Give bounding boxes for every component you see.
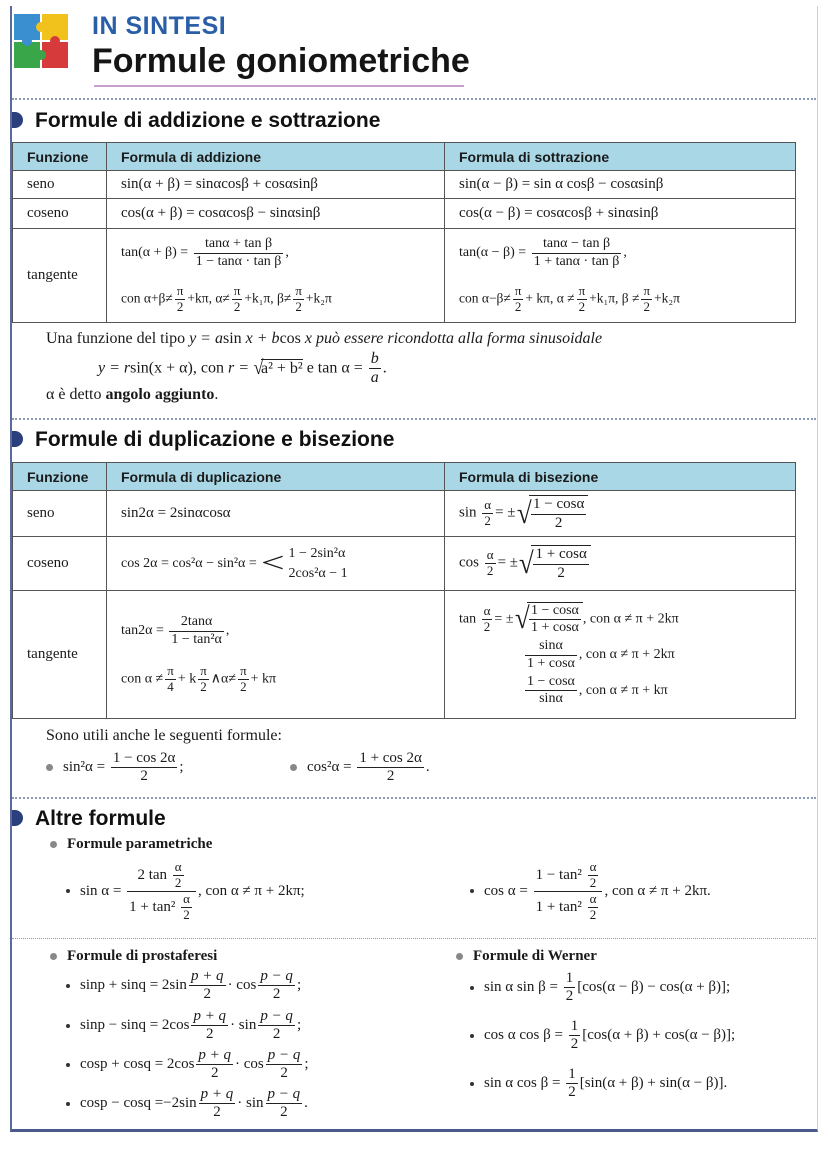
bisection-formula: sin $\frac{\alpha}{2}$ = ±√ $\frac{1 - \cos\alpha}{2}$ xyxy=(445,491,796,537)
double-arrow-icon: < xyxy=(260,547,285,579)
bullet-icon xyxy=(50,953,57,960)
section-title-duplication: Formule di duplicazione e bisezione xyxy=(12,428,394,452)
useful-intro: Sono utili anche le seguenti formule: xyxy=(46,727,282,744)
bisection-formula: tan $\frac{\alpha}{2}$ = ±√ $\frac{1 - \cos\alpha}{1 + \cos\alpha}$ , con α ≠ π + 2kπ $\frac{\sin\alpha}{1 + \cos\alpha}$ , con α ≠ π + 2kπ $\frac{1 - \cos\alpha}{\sin\alpha}$ , con α ≠ π + kπ xyxy=(445,591,796,719)
col-header: Formula di addizione xyxy=(107,143,445,171)
divider xyxy=(12,418,816,420)
werner-formula: cos α cos β = $\frac{1}{2}$ [cos(α + β) + cos(α − β)]; xyxy=(470,1018,735,1054)
section-bullet-icon xyxy=(12,810,23,826)
parametric-sin: sin α = 2 tan $\frac{\alpha}{2}$ 1 + tan² $\frac{\alpha}{2}$ , con α ≠ π + 2kπ; xyxy=(66,860,305,923)
addition-table xyxy=(12,142,796,323)
werner-formula: sin α sin β = $\frac{1}{2}$ [cos(α − β) − cos(α + β)]; xyxy=(470,970,730,1006)
werner-title: Formule di Werner xyxy=(456,948,597,965)
bisection-formula: cos $\frac{\alpha}{2}$ = ±√ $\frac{1 + \cos\alpha}{2}$ xyxy=(445,537,796,591)
useful-formula-cos: cos²α = $\frac{1 + \cos 2\alpha}{2}$ . xyxy=(290,750,430,786)
table-row xyxy=(13,229,796,323)
divider xyxy=(12,98,816,100)
section-title-other: Altre formule xyxy=(12,807,166,831)
parametric-cos: cos α = 1 − tan² $\frac{\alpha}{2}$ 1 + tan² $\frac{\alpha}{2}$ , con α ≠ π + 2kπ. xyxy=(470,860,711,923)
subtraction-formula: sin(α − β) = sin α cosβ − cosαsinβ xyxy=(445,171,796,199)
kicker-label: IN SINTESI xyxy=(92,12,227,40)
section-bullet-icon xyxy=(12,431,23,447)
prostaferesi-formula: cosp − cosq =−2sin $\frac{p + q}{2}$ · sin $\frac{p - q}{2}$ . xyxy=(66,1086,308,1122)
table-row xyxy=(13,491,796,537)
table-row xyxy=(13,537,796,591)
bullet-icon xyxy=(66,889,70,893)
function-name: coseno xyxy=(13,537,107,591)
duplication-formula: tan2α = $\frac{2\tan\alpha}{\text{1 − tan²α}}$ , con α ≠ $\frac{\pi}{4}$ + k $\frac{\pi}{2}$ ∧α≠ $\frac{\pi}{2}$ + kπ xyxy=(107,591,445,719)
header xyxy=(12,8,792,88)
bullet-icon xyxy=(290,764,297,771)
addition-formula: sin(α + β) = sinαcosβ + cosαsinβ xyxy=(107,171,445,199)
addition-formula: tan(α + β) = $\frac{\text{tanα + tan β}}{\text{1 − tanα · tan β}}$ , con α+β≠ $\frac{\pi}{2}$ +kπ, α≠ $\frac{\pi}{2}$ +k₁π, β≠ $\frac{\pi}{2}$ +k₂π xyxy=(107,229,445,323)
page-title: Formule goniometriche xyxy=(92,42,470,80)
bullet-icon xyxy=(50,841,57,848)
prostaferesi-formula: sinp + sinq = 2sin $\frac{p + q}{2}$ · cos $\frac{p - q}{2}$ ; xyxy=(66,968,301,1004)
note-line-1: Una funzione del tipo y = asin x + bcos x può essere ricondotta alla forma sinusoidale xyxy=(46,330,603,347)
puzzle-logo-icon xyxy=(12,12,70,70)
divider xyxy=(12,797,816,799)
duplication-formula: sin2α = 2sinαcosα xyxy=(107,491,445,537)
bullet-icon xyxy=(470,889,474,893)
col-header: Funzione xyxy=(13,143,107,171)
duplication-table xyxy=(12,462,796,719)
section-bullet-icon xyxy=(12,112,23,128)
subtraction-formula: tan(α − β) = $\frac{\text{tanα − tan β}}{\text{1 + tanα · tan β}}$ , con α−β≠ $\frac{\pi}{2}$ + kπ, α ≠ $\frac{\pi}{2}$ +k₁π, β ≠ $\frac{\pi}{2}$ +k₂π xyxy=(445,229,796,323)
bullet-icon xyxy=(456,953,463,960)
parametric-title: Formule parametriche xyxy=(50,836,212,853)
function-name: tangente xyxy=(13,591,107,719)
addition-formula: cos(α + β) = cosαcosβ − sinαsinβ xyxy=(107,199,445,229)
table-row xyxy=(13,199,796,229)
note-line-2: y = rsin(x + α), con r = √a² + b² e tan α = $\frac{b}{a}$ . xyxy=(98,350,387,387)
prostaferesi-formula: sinp − sinq = 2cos $\frac{p + q}{2}$ · sin $\frac{p - q}{2}$ ; xyxy=(66,1008,301,1044)
function-name: seno xyxy=(13,171,107,199)
divider xyxy=(12,938,816,939)
bullet-icon xyxy=(46,764,53,771)
useful-formula-sin: sin²α = $\frac{1 - \cos 2\alpha}{2}$ ; xyxy=(46,750,184,786)
table-row xyxy=(13,171,796,199)
note-line-3: α è detto angolo aggiunto. xyxy=(46,386,219,403)
function-name: tangente xyxy=(13,229,107,323)
col-header: Formula di sottrazione xyxy=(445,143,796,171)
col-header: Formula di bisezione xyxy=(445,463,796,491)
col-header: Funzione xyxy=(13,463,107,491)
col-header: Formula di duplicazione xyxy=(107,463,445,491)
function-name: seno xyxy=(13,491,107,537)
section-title-addition: Formule di addizione e sottrazione xyxy=(12,109,380,133)
function-name: coseno xyxy=(13,199,107,229)
title-underline xyxy=(94,85,464,87)
prostaferesi-title: Formule di prostaferesi xyxy=(50,948,217,965)
duplication-formula: cos 2α = cos²α − sin²α = < 1 − 2sin²α 2cos²α − 1 xyxy=(107,537,445,591)
table-row xyxy=(13,591,796,719)
subtraction-formula: cos(α − β) = cosαcosβ + sinαsinβ xyxy=(445,199,796,229)
prostaferesi-formula: cosp + cosq = 2cos $\frac{p + q}{2}$ · cos $\frac{p - q}{2}$ ; xyxy=(66,1047,309,1083)
werner-formula: sin α cos β = $\frac{1}{2}$ [sin(α + β) + sin(α − β)]. xyxy=(470,1066,727,1102)
